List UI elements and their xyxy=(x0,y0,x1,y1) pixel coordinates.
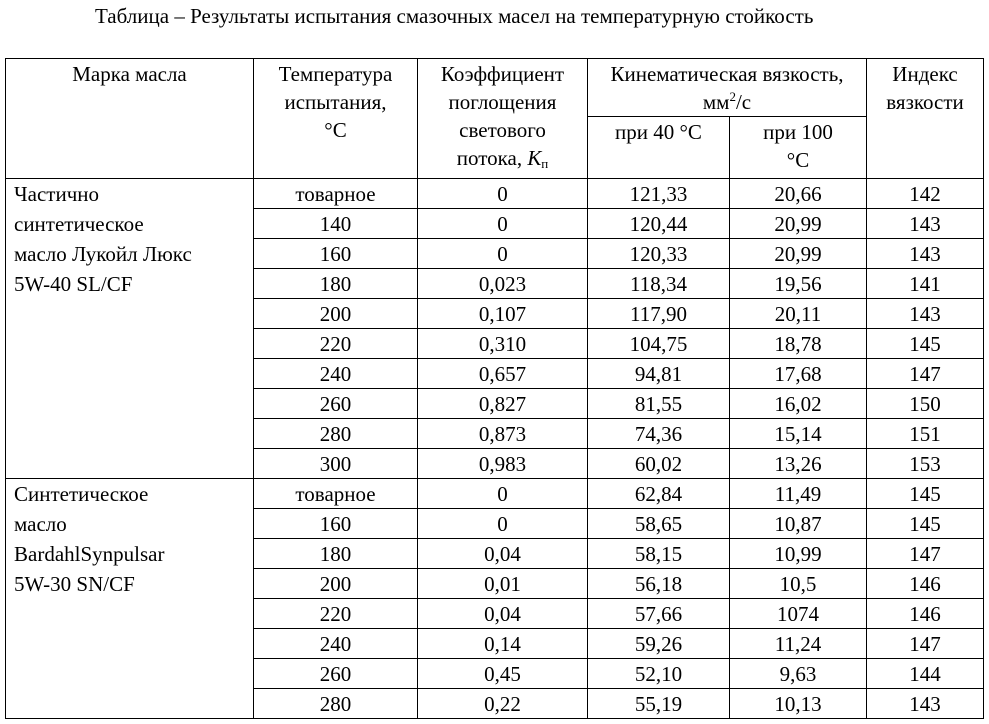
viscosity-40-cell: 58,65 xyxy=(588,509,730,539)
test-temperature-cell: товарное xyxy=(254,479,418,509)
viscosity-index-cell: 144 xyxy=(867,659,984,689)
viscosity-index-cell: 153 xyxy=(867,449,984,479)
viscosity-index-cell: 147 xyxy=(867,539,984,569)
viscosity-100-cell: 18,78 xyxy=(730,329,867,359)
oil-brand-cell: Частично синтетическое масло Лукойл Люкс 5W-40 SL/CF xyxy=(6,179,254,479)
viscosity-unit-power: 2 xyxy=(729,89,736,104)
header-absorption-coefficient: Коэффициент поглощения светового потока, $К_п$ xyxy=(418,59,588,179)
absorption-coefficient-cell: 0,023 xyxy=(418,269,588,299)
test-temperature-cell: 280 xyxy=(254,419,418,449)
viscosity-index-cell: 147 xyxy=(867,629,984,659)
viscosity-index-cell: 145 xyxy=(867,509,984,539)
header-viscosity-at-100: при 100 °С xyxy=(730,117,867,179)
viscosity-100-cell: 20,99 xyxy=(730,209,867,239)
kp-symbol: К xyxy=(527,146,542,170)
kp-subscript: п xyxy=(541,156,549,171)
viscosity-100-cell: 15,14 xyxy=(730,419,867,449)
viscosity-index-cell: 141 xyxy=(867,269,984,299)
viscosity-40-cell: 94,81 xyxy=(588,359,730,389)
viscosity-40-cell: 117,90 xyxy=(588,299,730,329)
viscosity-index-cell: 145 xyxy=(867,479,984,509)
viscosity-40-cell: 56,18 xyxy=(588,569,730,599)
viscosity-100-cell: 13,26 xyxy=(730,449,867,479)
viscosity-40-cell: 104,75 xyxy=(588,329,730,359)
table-body xyxy=(6,179,984,719)
test-temperature-cell: товарное xyxy=(254,179,418,209)
absorption-coefficient-cell: 0 xyxy=(418,179,588,209)
test-temperature-cell: 300 xyxy=(254,449,418,479)
viscosity-100-cell: 17,68 xyxy=(730,359,867,389)
test-temperature-cell: 160 xyxy=(254,509,418,539)
viscosity-index-cell: 150 xyxy=(867,389,984,419)
absorption-coefficient-cell: 0,04 xyxy=(418,539,588,569)
viscosity-40-cell: 120,44 xyxy=(588,209,730,239)
viscosity-index-cell: 146 xyxy=(867,569,984,599)
oil-brand-cell: Синтетическое масло BardahlSynpulsar 5W-30 SN/CF xyxy=(6,479,254,719)
test-temperature-cell: 220 xyxy=(254,599,418,629)
viscosity-40-cell: 118,34 xyxy=(588,269,730,299)
table-row xyxy=(6,479,984,509)
viscosity-100-cell: 10,99 xyxy=(730,539,867,569)
viscosity-index-cell: 143 xyxy=(867,239,984,269)
absorption-coefficient-cell: 0 xyxy=(418,209,588,239)
viscosity-100-cell: 16,02 xyxy=(730,389,867,419)
viscosity-40-cell: 58,15 xyxy=(588,539,730,569)
header-viscosity-index: Индекс вязкости xyxy=(867,59,984,179)
viscosity-index-cell: 151 xyxy=(867,419,984,449)
test-temperature-cell: 180 xyxy=(254,269,418,299)
viscosity-100-cell: 10,5 xyxy=(730,569,867,599)
viscosity-40-cell: 55,19 xyxy=(588,689,730,719)
viscosity-index-cell: 142 xyxy=(867,179,984,209)
test-temperature-cell: 180 xyxy=(254,539,418,569)
test-temperature-cell: 260 xyxy=(254,389,418,419)
viscosity-index-cell: 147 xyxy=(867,359,984,389)
viscosity-40-cell: 59,26 xyxy=(588,629,730,659)
viscosity-40-cell: 81,55 xyxy=(588,389,730,419)
viscosity-100-cell: 10,87 xyxy=(730,509,867,539)
viscosity-40-cell: 60,02 xyxy=(588,449,730,479)
test-temperature-cell: 240 xyxy=(254,359,418,389)
absorption-coefficient-cell: 0,983 xyxy=(418,449,588,479)
test-temperature-cell: 220 xyxy=(254,329,418,359)
test-temperature-cell: 260 xyxy=(254,659,418,689)
absorption-coefficient-cell: 0,107 xyxy=(418,299,588,329)
absorption-coefficient-cell: 0,45 xyxy=(418,659,588,689)
absorption-coefficient-cell: 0,01 xyxy=(418,569,588,599)
header-kinematic-viscosity: Кинематическая вязкость, $мм^2/с$ xyxy=(588,59,867,117)
viscosity-40-cell: 62,84 xyxy=(588,479,730,509)
test-temperature-cell: 160 xyxy=(254,239,418,269)
viscosity-100-cell: 11,49 xyxy=(730,479,867,509)
absorption-coefficient-cell: 0,04 xyxy=(418,599,588,629)
absorption-coefficient-cell: 0 xyxy=(418,239,588,269)
absorption-coefficient-cell: 0,827 xyxy=(418,389,588,419)
viscosity-40-cell: 57,66 xyxy=(588,599,730,629)
table-caption: Таблица – Результаты испытания смазочных масел на температурную стойкость xyxy=(95,4,814,28)
absorption-coefficient-cell: 0,22 xyxy=(418,689,588,719)
test-temperature-cell: 140 xyxy=(254,209,418,239)
viscosity-index-cell: 143 xyxy=(867,209,984,239)
viscosity-index-cell: 145 xyxy=(867,329,984,359)
viscosity-100-cell: 11,24 xyxy=(730,629,867,659)
header-oil-brand: Марка масла xyxy=(6,59,254,179)
viscosity-100-cell: 20,99 xyxy=(730,239,867,269)
viscosity-index-cell: 143 xyxy=(867,689,984,719)
viscosity-100-cell: 19,56 xyxy=(730,269,867,299)
absorption-coefficient-cell: 0,657 xyxy=(418,359,588,389)
header-test-temperature: Температура испытания, °С xyxy=(254,59,418,179)
test-temperature-cell: 240 xyxy=(254,629,418,659)
viscosity-100-cell: 9,63 xyxy=(730,659,867,689)
oil-results-table xyxy=(5,58,984,719)
absorption-coefficient-cell: 0,873 xyxy=(418,419,588,449)
viscosity-40-cell: 121,33 xyxy=(588,179,730,209)
absorption-coefficient-cell: 0 xyxy=(418,509,588,539)
viscosity-index-cell: 146 xyxy=(867,599,984,629)
header-viscosity-at-40: при 40 °С xyxy=(588,117,730,179)
test-temperature-cell: 200 xyxy=(254,569,418,599)
absorption-coefficient-cell: 0,14 xyxy=(418,629,588,659)
viscosity-40-cell: 120,33 xyxy=(588,239,730,269)
test-temperature-cell: 200 xyxy=(254,299,418,329)
absorption-coefficient-cell: 0,310 xyxy=(418,329,588,359)
viscosity-100-cell: 1074 xyxy=(730,599,867,629)
test-temperature-cell: 280 xyxy=(254,689,418,719)
viscosity-40-cell: 74,36 xyxy=(588,419,730,449)
viscosity-100-cell: 20,66 xyxy=(730,179,867,209)
absorption-coefficient-cell: 0 xyxy=(418,479,588,509)
table-row xyxy=(6,179,984,209)
viscosity-100-cell: 20,11 xyxy=(730,299,867,329)
viscosity-40-cell: 52,10 xyxy=(588,659,730,689)
viscosity-index-cell: 143 xyxy=(867,299,984,329)
viscosity-100-cell: 10,13 xyxy=(730,689,867,719)
